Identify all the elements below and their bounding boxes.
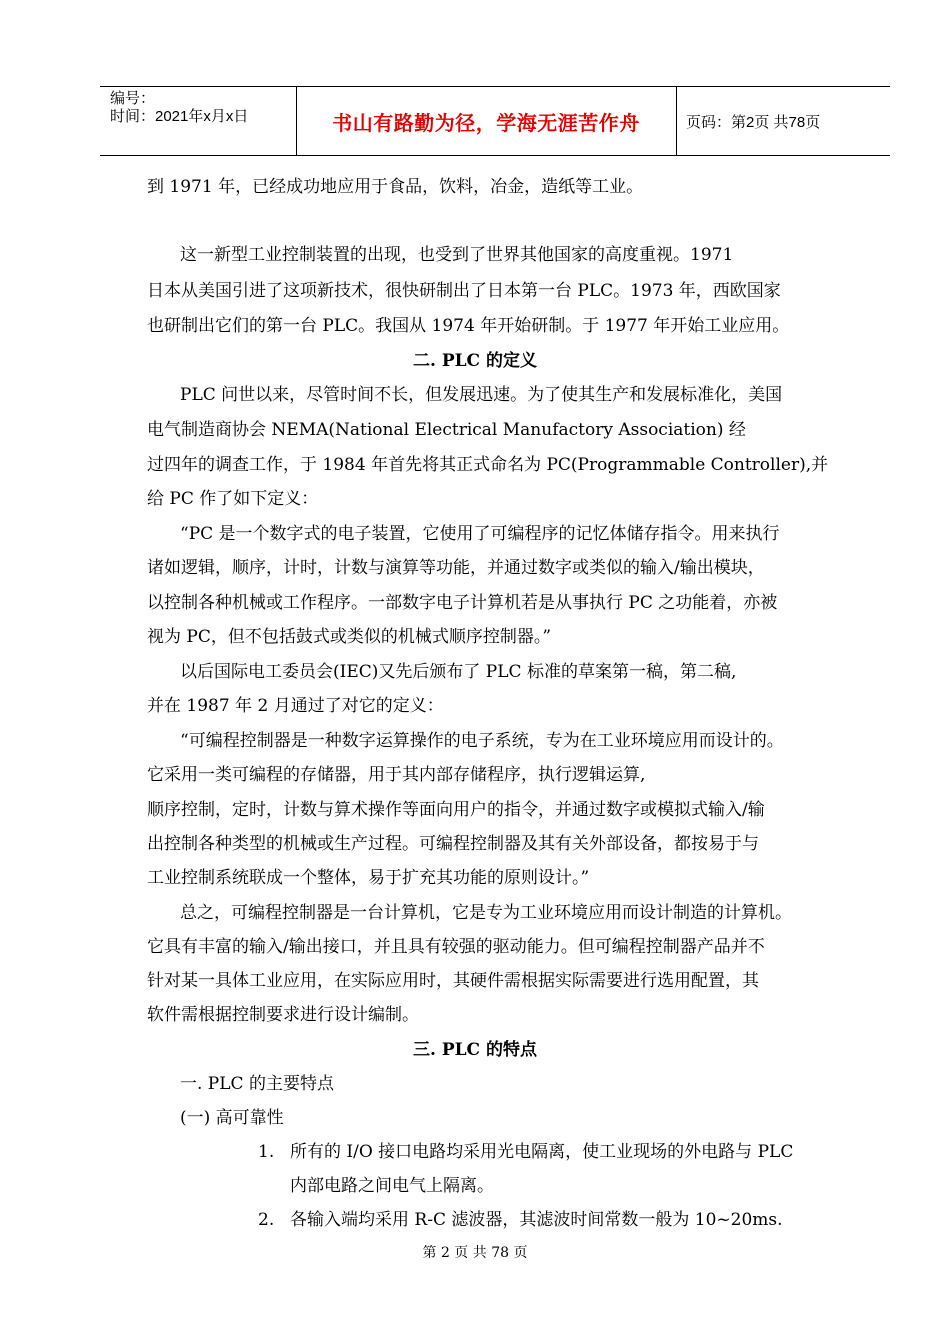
list-number: 2. bbox=[258, 1210, 275, 1230]
list-item-text: 内部电路之间电气上隔离。 bbox=[290, 1176, 494, 1196]
paragraph-line: 以后国际电工委员会(IEC)又先后颁布了 PLC 标准的草案第一稿，第二稿, bbox=[180, 662, 737, 682]
paragraph-line: 软件需根据控制要求进行设计编制。 bbox=[147, 1005, 419, 1025]
paragraph-line: 它采用一类可编程的存储器，用于其内部存储程序，执行逻辑运算, bbox=[147, 765, 646, 785]
paragraph-line: 以控制各种机械或工作程序。一部数字电子计算机若是从事执行 PC 之功能着，亦被 bbox=[147, 593, 778, 613]
number-label: 编号： bbox=[110, 90, 156, 107]
page-footer: 第 2 页 共 78 页 bbox=[422, 1245, 528, 1261]
paragraph-line: 工业控制系统联成一个整体，易于扩充其功能的原则设计。” bbox=[147, 868, 590, 888]
paragraph-line: 电气制造商协会 NEMA(National Electrical Manufactory Association) 经 bbox=[147, 420, 746, 440]
page-header bbox=[100, 86, 890, 156]
section-heading: 三. PLC 的特点 bbox=[412, 1040, 538, 1060]
time-label: 时间：2021年x月x日 bbox=[110, 108, 249, 125]
paragraph-line: 出控制各种类型的机械或生产过程。可编程控制器及其有关外部设备，都按易于与 bbox=[147, 834, 759, 854]
header-meta-cell bbox=[100, 87, 297, 155]
page-info: 页码：第2页 共78页 bbox=[686, 113, 821, 131]
section-heading: 二. PLC 的定义 bbox=[412, 351, 538, 371]
subheading: 一. PLC 的主要特点 bbox=[180, 1074, 334, 1094]
paragraph-line: “可编程控制器是一种数字运算操作的电子系统，专为在工业环境应用而设计的。 bbox=[180, 731, 784, 751]
paragraph-line: “PC 是一个数字式的电子装置，它使用了可编程序的记忆体储存指令。用来执行 bbox=[180, 524, 780, 544]
paragraph-line: 给 PC 作了如下定义： bbox=[147, 489, 319, 509]
paragraph-line: 并在 1987 年 2 月通过了对它的定义： bbox=[147, 696, 444, 716]
header-motto-cell bbox=[296, 87, 677, 155]
motto-text: 书山有路勤为径，学海无涯苦作舟 bbox=[332, 110, 640, 135]
paragraph-line: 视为 PC，但不包括鼓式或类似的机械式顺序控制器。” bbox=[147, 627, 552, 647]
paragraph-line: 针对某一具体工业应用，在实际应用时，其硬件需根据实际需要进行选用配置，其 bbox=[147, 971, 759, 991]
paragraph-line: 总之，可编程控制器是一台计算机，它是专为工业环境应用而设计制造的计算机。 bbox=[180, 903, 792, 923]
paragraph-line: 这一新型工业控制装置的出现，也受到了世界其他国家的高度重视。1971 bbox=[180, 245, 734, 265]
paragraph-line: 顺序控制，定时，计数与算术操作等面向用户的指令，并通过数字或模拟式输入/输 bbox=[147, 800, 765, 820]
paragraph-line: 日本从美国引进了这项新技术，很快研制出了日本第一台 PLC。1973 年，西欧国家 bbox=[147, 281, 781, 301]
paragraph-line: 它具有丰富的输入/输出接口，并且具有较强的驱动能力。但可编程控制器产品并不 bbox=[147, 937, 765, 957]
list-item-text: 各输入端均采用 R-C 滤波器，其滤波时间常数一般为 10~20ms. bbox=[290, 1210, 783, 1230]
list-number: 1. bbox=[258, 1142, 275, 1162]
paragraph-line: PLC 问世以来，尽管时间不长，但发展迅速。为了使其生产和发展标准化，美国 bbox=[180, 385, 783, 405]
header-page-cell bbox=[676, 87, 890, 155]
paragraph-line: 过四年的调查工作，于 1984 年首先将其正式命名为 PC(Programmable Controller),并 bbox=[147, 455, 829, 475]
paragraph-line: 诸如逻辑，顺序，计时，计数与演算等功能，并通过数字或类似的输入/输出模块， bbox=[147, 558, 765, 578]
list-item-text: 所有的 I/O 接口电路均采用光电隔离，使工业现场的外电路与 PLC bbox=[290, 1142, 794, 1162]
subheading: (一) 高可靠性 bbox=[180, 1108, 284, 1128]
paragraph-line: 也研制出它们的第一台 PLC。我国从 1974 年开始研制。于 1977 年开始工业应用。 bbox=[147, 316, 790, 336]
paragraph-line: 到 1971 年，已经成功地应用于食品，饮料，冶金，造纸等工业。 bbox=[147, 177, 644, 197]
